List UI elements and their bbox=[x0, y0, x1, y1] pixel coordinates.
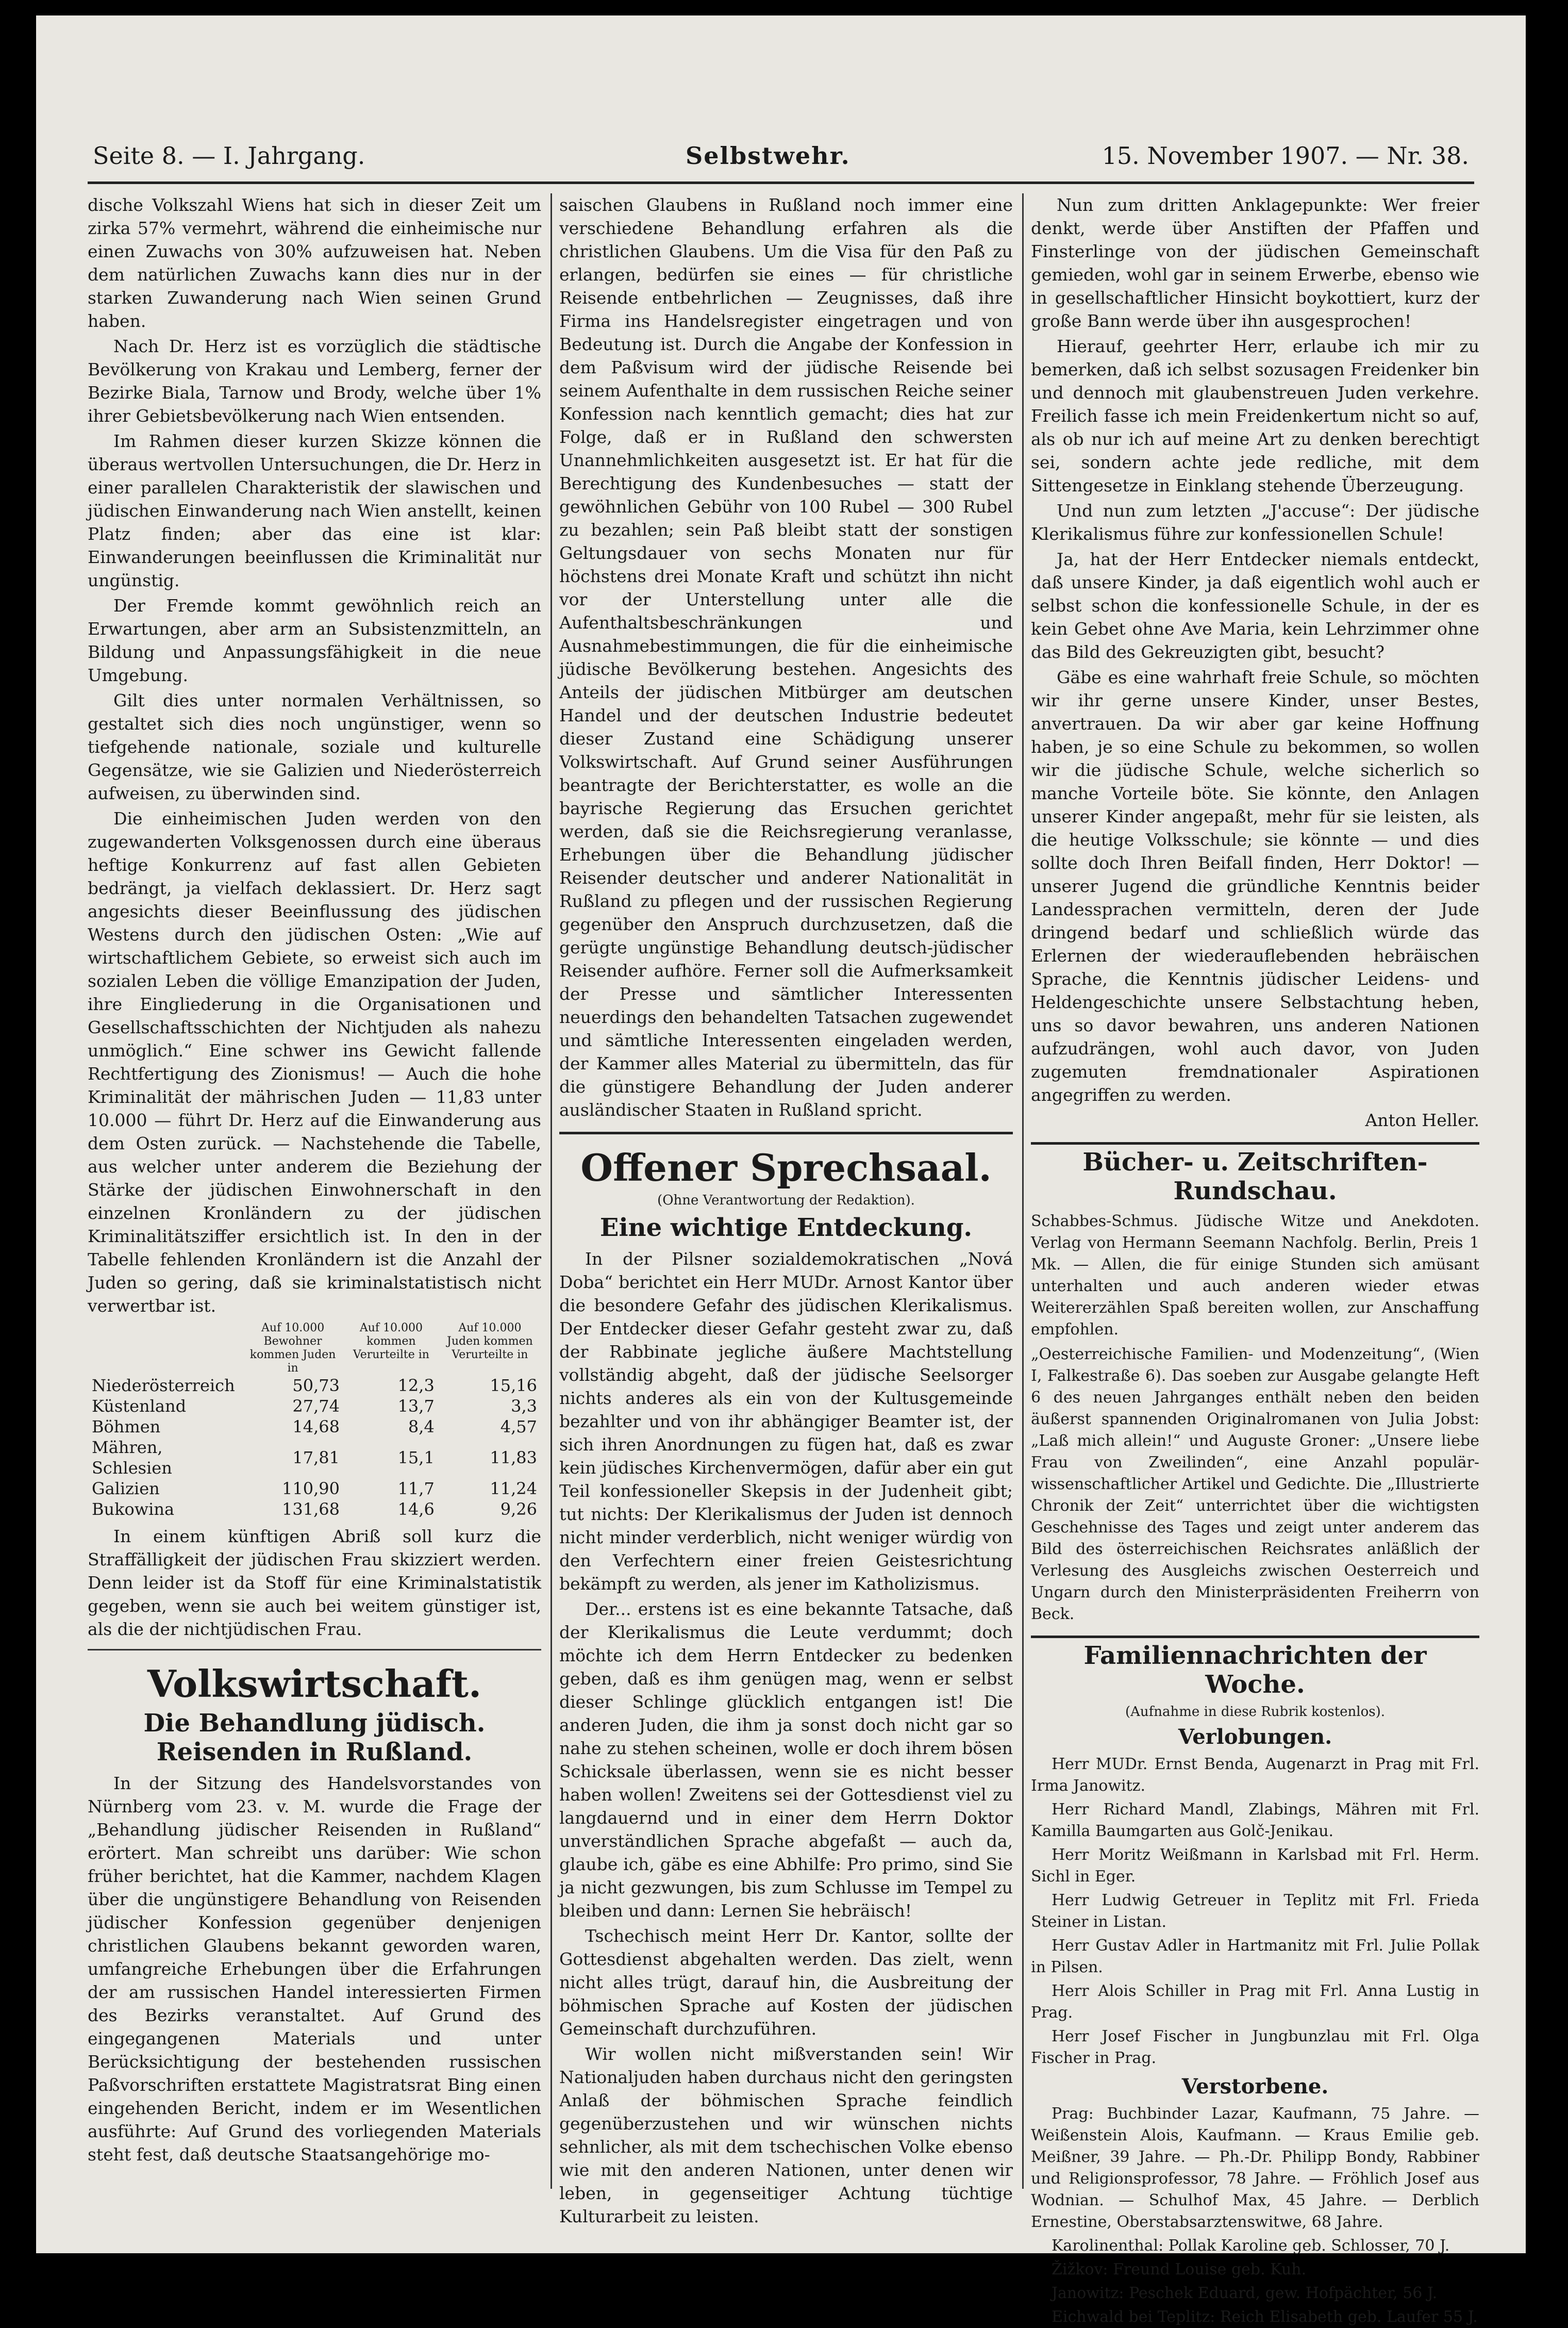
list-item: Karolinenthal: Pollak Karoline geb. Schlosser, 70 J. bbox=[1052, 2237, 1450, 2255]
table-cell: 110,90 bbox=[282, 1479, 340, 1498]
article-title: Die Behandlung jüdisch. Reisenden in Rußland. bbox=[143, 1709, 486, 1766]
section-title-familiennachrichten: Familiennachrichten der Woche. bbox=[1083, 1641, 1427, 1699]
paragraph: saischen Glaubens in Rußland noch immer eine verschiedene Behandlung erfahren als die christlichen Glaubens. Um die Visa für den Paß zu erlangen, bedürfen sie eines — für christliche Reisende entbehrlichen — Zeugnisses, daß ihre Firma ins Handelsregister eingetragen und von Bedeutung ist. Durch die Angabe der Konfession in dem Paßvisum wird der jüdische Reisende bei seinem Aufenthalte in dem russischen Reiche seiner Konfession nach kenntlich gemacht; dies hat zur Folge, daß er in Rußland den schwersten Unannehmlichkeiten ausgesetzt ist. Er hat für die Berechtigung des Kundenbesuches — statt der gewöhnlichen Gebühr von 100 Rubel — 300 Rubel zu bezahlen; sein Paß bleibt statt der sonstigen Geltungsdauer von sechs Monaten nur für höchstens drei Monate Kraft und schützt ihn nicht vor der Unterstellung unter alle die Aufenthaltsbeschränkungen und Ausnahmebestimmungen, die für die einheimische jüdische Bevölkerung bestehen. Angesichts des Anteils der jüdischen Mitbürger am deutschen Handel und der deutschen Industrie bedeutet dieser Zustand eine Schädigung unserer Volkswirtschaft. Auf Grund seiner Ausführungen beantragte der Berichterstatter, es wolle an die bayrische Regierung das Ersuchen gerichtet werden, daß sie die Reichsregierung veranlasse, Erhebungen über die Behandlung jüdischer Reisender deutscher und anderer Nationalität in Rußland zu pflegen und der russischen Regierung gegenüber den Anspruch durchzusetzen, daß die gerügte ungünstige Behandlung deutsch-jüdischer Reisender aufhöre. Ferner soll die Aufmerksamkeit der Presse und sämtlicher Interessenten neuerdings den behandelten Tatsachen zugewendet und sämtliche Interessenten eingeladen werden, der Kammer alles Material zu übermitteln, das für die günstigere Behandlung der Juden anderer ausländischer Staaten in Rußland spricht. bbox=[559, 195, 1013, 1120]
list-item: Herr Josef Fischer in Jungbunzlau mit Frl. Olga Fischer in Prag. bbox=[1031, 2027, 1479, 2067]
list-item: Herr Gustav Adler in Hartmanitz mit Frl. Julie Pollak in Pilsen. bbox=[1031, 1937, 1479, 1976]
column-rule-2 bbox=[1022, 193, 1024, 2189]
table-cell: 11,24 bbox=[490, 1479, 537, 1498]
column-left bbox=[88, 193, 541, 2204]
subsection-title-verlobungen: Verlobungen. bbox=[1178, 1725, 1332, 1749]
column-right bbox=[1031, 193, 1479, 2326]
column-rule-1 bbox=[551, 193, 552, 2189]
section-divider bbox=[559, 1132, 1013, 1134]
header-page-info: Seite 8. — I. Jahrgang. bbox=[93, 142, 365, 170]
table-row bbox=[88, 1499, 541, 1520]
table-cell: 15,16 bbox=[490, 1376, 537, 1395]
table-header-row bbox=[88, 1322, 541, 1375]
section-divider bbox=[1031, 1142, 1479, 1145]
list-item: Eichwald bei Teplitz: Reich Elisabeth geb. Laufer 55 J. bbox=[1052, 2308, 1478, 2326]
table-cell: 3,3 bbox=[511, 1396, 537, 1416]
list-item: Janowitz: Peschek Eduard, gew. Hofpächter, 56 J. bbox=[1052, 2284, 1438, 2302]
list-item: Herr Ludwig Getreuer in Teplitz mit Frl. Frieda Steiner in Listan. bbox=[1031, 1891, 1479, 1931]
table-cell: Galizien bbox=[92, 1479, 160, 1498]
table-row bbox=[88, 1437, 541, 1478]
table-cell: Bukowina bbox=[92, 1499, 175, 1519]
newspaper-page bbox=[36, 15, 1526, 2326]
table-cell: 11,83 bbox=[490, 1448, 537, 1467]
section-divider bbox=[1031, 1636, 1479, 1638]
editorial-note: (Ohne Verantwortung der Redaktion). bbox=[657, 1193, 915, 1208]
table-cell: 27,74 bbox=[292, 1396, 340, 1416]
article-title: Eine wichtige Entdeckung. bbox=[599, 1213, 973, 1242]
table-cell: 17,81 bbox=[292, 1448, 340, 1467]
list-item: Žižkov: Freund Louise geb. Kuh. bbox=[1052, 2260, 1307, 2279]
paragraph: Und nun zum letzten „J'accuse“: Der jüdische Klerikalismus führe zur konfessionellen Schule! bbox=[1031, 501, 1479, 544]
table-header-cell bbox=[88, 1322, 242, 1375]
section-title-volkswirtschaft: Volkswirtschaft. bbox=[147, 1662, 482, 1706]
paragraph: Der Fremde kommt gewöhnlich reich an Erwartungen, aber arm an Subsistenzmitteln, an Bildung und Anpassungsfähigkeit in die neue Umgebung. bbox=[88, 596, 541, 685]
paragraph: Die einheimischen Juden werden von den zugewanderten Volksgenossen durch eine überaus heftige Konkurrenz auf fast allen Gebieten bedrängt, ja vielfach deklassiert. Dr. Herz sagt angesichts dieser Beeinflussung des jüdischen Westens durch den jüdischen Osten: „Wie auf wirtschaftlichem Gebiete, so erweist sich auch im sozialen Leben die völlige Emanzipation der Juden, ihre Eingliederung in die Organisationen und Gesellschaftsschichten der Nichtjuden als nahezu unmöglich.“ Eine schwer ins Gewicht fallende Rechtfertigung des Zionismus! — Auch die hohe Kriminalität der mährischen Juden — 11,83 unter 10.000 — führt Dr. Herz auf die Einwanderung aus dem Osten zurück. — Nachstehende die Tabelle, aus welcher unter anderem die Beziehung der Stärke der jüdischen Einwohnerschaft in den einzelnen Kronländern zu der jüdischen Kriminalitätsziffer ersichtlich ist. In den in der Tabelle fehlenden Kronländern ist die Anzahl der Juden so gering, daß sie kriminalstatistisch nicht verwertbar ist. bbox=[88, 808, 541, 1316]
table-cell: 50,73 bbox=[292, 1376, 340, 1395]
page-header bbox=[93, 142, 1469, 178]
list-item: Herr Alois Schiller in Prag mit Frl. Anna Lustig in Prag. bbox=[1031, 1982, 1479, 2022]
criminality-table bbox=[88, 1322, 541, 1520]
section-divider bbox=[88, 1649, 541, 1650]
paragraph: Wir wollen nicht mißverstanden sein! Wir Nationaljuden haben durchaus nicht den geringsten Anlaß der böhmischen Sprache feindlich gegenüberzustehen und wir wünschen nichts sehnlicher, als mit dem tschechischen Volke ebenso wie mit den anderen Nationen, unter denen wir leben, in gegenseitiger Achtung tüchtige Kulturarbeit zu leisten. bbox=[559, 2044, 1013, 2226]
section-title-rundschau: Bücher- u. Zeitschriften-Rundschau. bbox=[1082, 1148, 1428, 1206]
table-cell: Niederösterreich bbox=[92, 1376, 235, 1395]
list-item: Prag: Buchbinder Lazar, Kaufmann, 75 Jahre. — Weißenstein Alois, Kaufmann. — Kraus Emilie geb. Meißner, 39 Jahre. — Ph.-Dr. Philipp Bondy, Rabbiner und Religionsprofessor, 78 Jahre. — Fröhlich Josef aus Wodnian. — Schulhof Max, 45 Jahre. — Derblich Ernestine, Oberstabsarztenswitwe, 68 Jahre. bbox=[1031, 2105, 1479, 2231]
paragraph: Nach Dr. Herz ist es vorzüglich die städtische Bevölkerung von Krakau und Lemberg, ferner der Bezirke Biala, Tarnow und Brody, welche über 1% ihrer Gebietsbevölkerung nach Wien entsenden. bbox=[88, 336, 541, 426]
review-entry: Schabbes-Schmus. Jüdische Witze und Anekdoten. Verlag von Hermann Seemann Nachfolg. Berlin, Preis 1 Mk. — Allen, die für einige Stunden sich amüsant unterhalten und auch anderen wieder etwas Weitererzählen Spaß bereiten wollen, zur Anschaffung empfohlen. bbox=[1031, 1212, 1479, 1339]
paragraph: dische Volkszahl Wiens hat sich in dieser Zeit um zirka 57% vermehrt, während die einheimische nur einen Zuwachs von 30% aufzuweisen hat. Neben dem natürlichen Zuwachs kann dies nur in der starken Zuwanderung nach Wien seinen Grund haben. bbox=[88, 195, 541, 331]
table-header-cell: Auf 10.000 kommen Verurteilte in bbox=[353, 1322, 429, 1361]
table-header-cell: Auf 10.000 Bewohner kommen Juden in bbox=[249, 1322, 336, 1375]
paragraph: Nun zum dritten Anklagepunkte: Wer freier denkt, werde über Anstiften der Pfaffen und Finsterlinge von der jüdischen Gemeinschaft gemieden, wohl gar in seinem Erwerbe, ebenso wie in gesellschaftlicher Hinsicht boykottiert, kurz der große Bann werde über ihn ausgesprochen! bbox=[1031, 195, 1479, 331]
table-cell: 4,57 bbox=[500, 1417, 537, 1437]
paragraph: Tschechisch meint Herr Dr. Kantor, sollte der Gottesdienst abgehalten werden. Das zielt, wenn nicht alles trügt, darauf hin, die Ausbreitung der böhmischen Sprache auf Kosten der jüdischen Gemeinschaft durchzuführen. bbox=[559, 1926, 1013, 2039]
table-cell: 12,3 bbox=[397, 1376, 435, 1395]
table-cell: 14,6 bbox=[397, 1499, 435, 1519]
paragraph: In einem künftigen Abriß soll kurz die Straffälligkeit der jüdischen Frau skizziert werden. Denn leider ist da Stoff für eine Kriminalstatistik gegeben, wenn sie auch bei weitem günstiger ist, als die der nichtjüdischen Frau. bbox=[88, 1526, 541, 1639]
paragraph: Gilt dies unter normalen Verhältnissen, so gestaltet sich dies noch ungünstiger, wenn so tiefgehende nationale, soziale und kulturelle Gegensätze, wie sie Galizien und Niederösterreich aufweisen, zu überwinden sind. bbox=[88, 690, 541, 803]
table-cell: Küstenland bbox=[92, 1396, 187, 1416]
table-cell: 11,7 bbox=[397, 1479, 435, 1498]
list-item: Herr MUDr. Ernst Benda, Augenarzt in Prag mit Frl. Irma Janowitz. bbox=[1031, 1755, 1479, 1795]
paragraph: In der Pilsner sozialdemokratischen „Nová Doba“ berichtet ein Herr MUDr. Arnost Kantor über die besondere Gefahr des jüdischen Klerikalismus. Der Entdecker dieser Gefahr gesteht zwar zu, daß der Rabbinate jegliche äußere Machtstellung vollständig abgeht, daß der jüdische Seelsorger nichts anderes als ein von der Kultusgemeinde bezahlter und von ihr abhängiger Beamter ist, der sich ihren Anordnungen zu fügen hat, daß es zwar kein jüdisches Kirchenvermögen, dafür aber ein gut Teil konfessioneller Skepsis in der Judenheit gibt; tut nichts: Der Klerikalismus der Juden ist dennoch nicht minder verderblich, nicht weniger würdig von den Verfechtern einer freien Geistesrichtung bekämpft zu werden, als jener im Katholizismus. bbox=[559, 1249, 1013, 1594]
table-row bbox=[88, 1375, 541, 1396]
table-cell: Mähren, Schlesien bbox=[92, 1438, 172, 1478]
list-item: Herr Richard Mandl, Zlabings, Mähren mit Frl. Kamilla Baumgarten aus Golč-Jenikau. bbox=[1031, 1801, 1479, 1840]
list-item: Herr Moritz Weißmann in Karlsbad mit Frl. Herm. Sichl in Eger. bbox=[1031, 1846, 1479, 1886]
subsection-title-verstorbene: Verstorbene. bbox=[1181, 2074, 1329, 2099]
table-cell: 15,1 bbox=[397, 1448, 435, 1467]
table-row bbox=[88, 1478, 541, 1499]
table-header-cell: Auf 10.000 Juden kommen Verurteilte in bbox=[447, 1322, 533, 1361]
masthead-title: Selbstwehr. bbox=[686, 142, 850, 170]
table-row bbox=[88, 1396, 541, 1416]
table-cell: 9,26 bbox=[500, 1499, 537, 1519]
table-cell: 14,68 bbox=[292, 1417, 340, 1437]
review-entry: „Oesterreichische Familien- und Modenzeitung“, (Wien I, Falkestraße 6). Das soeben zur Ausgabe gelangte Heft 6 des neuen Jahrganges enthält neben den beiden äußerst spannenden Originalromanen von Julia Jobst: „Laß mich allein!“ und Auguste Groner: „Unsere liebe Frau von Zweilinden“, eine Anzahl populär-wissenschaftlicher Artikel und Gedichte. Die „Illustrierte Chronik der Zeit“ unterrichtet über die wichtigsten Geschehnisse des Tages und zeigt unter anderem das Bild des österreichischen Reichsrates anläßlich der Verlesung des Ausgleichs zwischen Oesterreich und Ungarn durch den Ministerpräsidenten Freiherrn von Beck. bbox=[1031, 1345, 1479, 1623]
section-title-sprechsaal: Offener Sprechsaal. bbox=[580, 1146, 992, 1190]
paragraph: Gäbe es eine wahrhaft freie Schule, so möchten wir ihr gerne unsere Kinder, unser Bestes, anvertrauen. Da wir aber gar keine Hoffnung haben, je so eine Schule zu bekommen, so wollen wir die jüdische Schule, welche sicherlich so manche Vorteile böte. Sie könnte, den Anlagen unserer Kinder angepaßt, mehr für sie leisten, als die heutige Volksschule; sie könnte — und dies sollte doch Ihren Beifall finden, Herr Doktor! — unserer Jugend die gründliche Kenntnis beider Landessprachen vermitteln, deren der Jude dringend bedarf und schließlich würde das Erlernen der wiederauflebenden hebräischen Sprache, die Kenntnis jüdischer Leidens- und Heldengeschichte unsere Selbstachtung heben, uns so davor bewahren, uns anderen Nationen aufzudrängen, wohl auch davor, von Juden zugemuten fremdnationaler Aspirationen angegriffen zu werden. bbox=[1031, 667, 1479, 1105]
table-cell: 131,68 bbox=[282, 1499, 340, 1519]
table-cell: Böhmen bbox=[92, 1417, 161, 1437]
author-signature: Anton Heller. bbox=[1365, 1110, 1479, 1130]
table-row bbox=[88, 1416, 541, 1437]
header-date-issue: 15. November 1907. — Nr. 38. bbox=[1102, 142, 1469, 170]
table-cell: 13,7 bbox=[397, 1396, 435, 1416]
header-rule bbox=[88, 181, 1474, 184]
table-cell: 8,4 bbox=[408, 1417, 435, 1437]
paragraph: Im Rahmen dieser kurzen Skizze können die überaus wertvollen Untersuchungen, die Dr. Herz in einer parallelen Charakteristik der slawischen und jüdischen Einwanderung nach Wien anstellt, keinen Platz finden; aber das eine ist klar: Einwanderungen beeinflussen die Kriminalität nur ungünstig. bbox=[88, 431, 541, 590]
column-middle bbox=[559, 193, 1013, 2226]
paragraph: Der... erstens ist es eine bekannte Tatsache, daß der Klerikalismus die Leute verdummt; doch möchte ich dem Herrn Entdecker zu bedenken geben, daß es ihm genügen mag, wenn er selbst dieser Schlinge glücklich entgangen ist! Die anderen Juden, die ihm ja sonst doch nicht gar so nahe zu stehen scheinen, wolle er doch ihrem bösen Schicksale überlassen, wenn sie es nicht besser haben wollen! Zweitens sei der Gottesdienst viel zu langdauernd und in einer dem Herrn Doktor unverständlichen Sprache abgefaßt — auch da, glaube ich, gäbe es eine Abhilfe: Pro primo, sind Sie ja nicht gezwungen, bis zum Schlusse im Tempel zu bleiben und dann: Lernen Sie hebräisch! bbox=[559, 1599, 1013, 1921]
editorial-note: (Aufnahme in diese Rubrik kostenlos). bbox=[1125, 1704, 1386, 1720]
paragraph: Hierauf, geehrter Herr, erlaube ich mir zu bemerken, daß ich selbst sozusagen Freidenker bin und dennoch mit glaubenstreuen Juden verkehre. Freilich fasse ich mein Freidenkertum nicht so auf, als ob nur ich auf meine Art zu denken berechtigt sei, sondern achte jede redliche, mit dem Sittengesetze in Einklang stehende Überzeugung. bbox=[1031, 336, 1479, 496]
paragraph: In der Sitzung des Handelsvorstandes von Nürnberg vom 23. v. M. wurde die Frage der „Behandlung jüdischer Reisenden in Rußland“ erörtert. Man schreibt uns darüber: Wie schon früher berichtet, hat die Kammer, nachdem Klagen über die ungünstigere Behandlung von Reisenden jüdischer Konfession gegenüber denjenigen christlichen Glaubens bekannt geworden waren, umfangreiche Erhebungen über die Erfahrungen der am russischen Handel interessierten Firmen des Bezirks veranstaltet. Auf Grund des eingegangenen Materials und unter Berücksichtigung der bestehenden russischen Paßvorschriften erstattete Magistratsrat Bing einen eingehenden Bericht, indem er im Wesentlichen ausführte: Auf Grund des vorliegenden Materials steht fest, daß deutsche Staatsangehörige mo- bbox=[88, 1773, 541, 2165]
paragraph: Ja, hat der Herr Entdecker niemals entdeckt, daß unsere Kinder, ja daß eigentlich wohl auch er selbst schon die konfessionelle Schule, in der es kein Gebet ohne Ave Maria, kein Lehrzimmer ohne das Bild des Gekreuzigten gibt, besucht? bbox=[1031, 549, 1479, 662]
